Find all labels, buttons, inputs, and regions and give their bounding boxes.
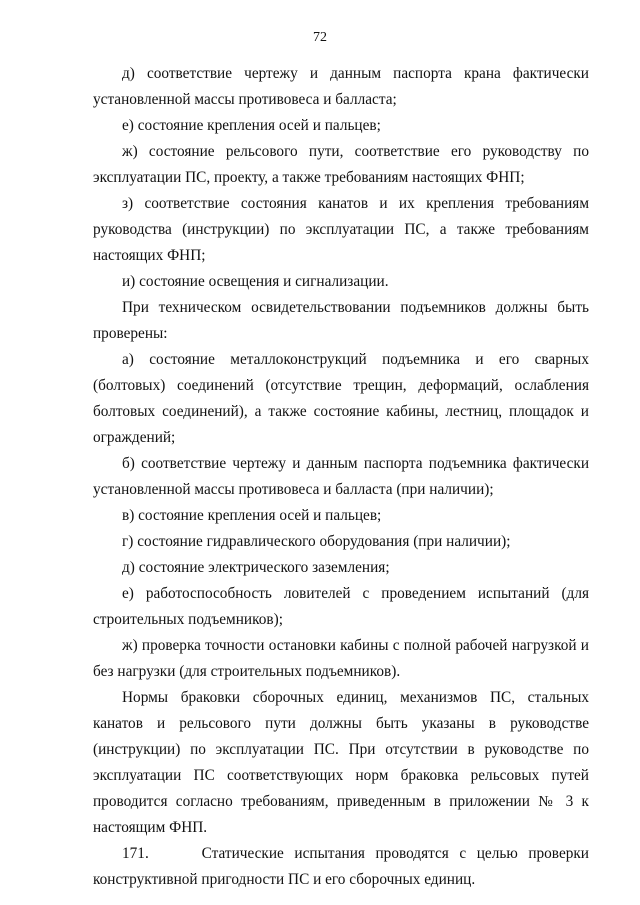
paragraph-b-lift-drawing: б) соответствие чертежу и данным паспорта подъемника фактически установленной массы противовеса и балласта (при наличии); <box>93 455 589 498</box>
page-number: 72 <box>313 30 327 45</box>
paragraph-d-crane-drawing: д) соответствие чертежу и данным паспорта крана фактически установленной массы противовеса и балласта; <box>93 65 589 108</box>
paragraph-z-ropes: з) соответствие состояния канатов и их крепления требованиям руководства (инструкции) по эксплуатации ПС, а также требованиям настоящих ФНП; <box>93 195 589 264</box>
paragraph-e-catchers: е) работоспособность ловителей с проведением испытаний (для строительных подъемников); <box>93 585 589 628</box>
paragraph-a-metal-structures: а) состояние металлоконструкций подъемника и его сварных (болтовых) соединений (отсутствие трещин, деформаций, ослабления болтовых соединений), а также состояние кабины, лестниц, площадок и ограждений; <box>93 351 589 446</box>
section-171-text: Статические испытания проводятся с целью проверки конструктивной пригодности ПС и его сборочных единиц. <box>93 845 589 888</box>
paragraph-zh-rail-track: ж) состояние рельсового пути, соответствие его руководству по эксплуатации ПС, проекту, а также требованиям настоящих ФНП; <box>93 143 589 186</box>
paragraph-v-axles: в) состояние крепления осей и пальцев; <box>122 507 382 524</box>
paragraph-e-axles: е) состояние крепления осей и пальцев; <box>122 117 381 134</box>
document-body <box>93 61 589 893</box>
paragraph-i-lighting: и) состояние освещения и сигнализации. <box>122 273 389 290</box>
paragraph-zh-cabin-stop: ж) проверка точности остановки кабины с полной рабочей нагрузкой и без нагрузки (для строительных подъемников). <box>93 637 589 680</box>
paragraph-d-grounding: д) состояние электрического заземления; <box>122 559 390 576</box>
paragraph-rejection-norms: Нормы браковки сборочных единиц, механизмов ПС, стальных канатов и рельсового пути должны быть указаны в руководстве (инструкции) по эксплуатации ПС. При отсутствии в руководстве по эксплуатации ПС соответствующих норм браковка рельсовых путей проводится согласно требованиям, приведенным в приложении № 3 к настоящим ФНП. <box>93 689 589 836</box>
section-171 <box>93 841 589 893</box>
paragraph-lifts-intro: При техническом освидетельствовании подъемников должны быть проверены: <box>93 299 589 342</box>
section-number: 171. <box>122 845 149 862</box>
paragraph-g-hydraulics: г) состояние гидравлического оборудования (при наличии); <box>122 533 511 550</box>
